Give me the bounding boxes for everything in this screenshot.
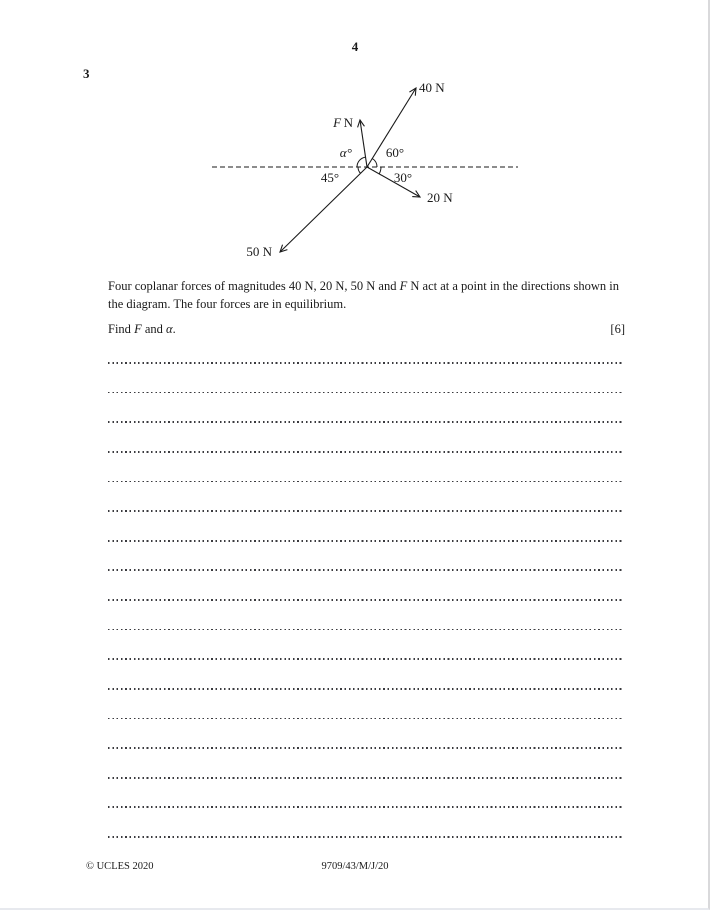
answer-line — [108, 777, 623, 779]
force-arrow-f — [360, 120, 367, 167]
page-number: 4 — [351, 39, 359, 54]
answer-line — [108, 392, 623, 394]
angle-arc-30 — [379, 167, 381, 174]
angle-arc-60 — [372, 159, 377, 168]
answer-line — [108, 451, 623, 453]
angle-arc-45 — [358, 167, 361, 173]
label-angle-alpha: α° — [339, 145, 353, 160]
answer-line — [108, 510, 623, 512]
answer-line — [108, 658, 623, 660]
question-number: 3 — [83, 66, 90, 81]
question-line2: the diagram. The four forces are in equilibrium. — [108, 297, 347, 311]
label-20n: 20 N — [427, 190, 453, 205]
answer-line — [108, 688, 623, 690]
label-angle-30: 30° — [393, 170, 413, 185]
answer-line — [108, 569, 623, 571]
question-line1: Four coplanar forces of magnitudes 40 N, 20 N, 50 N and F N act at a point in the directions shown in — [108, 279, 620, 293]
marks-badge: [6] — [610, 322, 625, 336]
force-diagram — [200, 70, 530, 270]
label-40n: 40 N — [419, 80, 445, 95]
answer-line — [108, 806, 623, 808]
answer-lines — [108, 360, 623, 840]
label-50n: 50 N — [246, 244, 272, 259]
paper-code: 9709/43/M/J/20 — [321, 861, 389, 872]
answer-line — [108, 421, 623, 423]
copyright-notice: © UCLES 2020 — [86, 861, 154, 872]
angle-arc-alpha — [357, 157, 366, 167]
find-row — [108, 322, 625, 337]
label-angle-45: 45° — [320, 170, 340, 185]
answer-line — [108, 718, 623, 720]
find-instruction: Find F and α. — [108, 322, 176, 336]
answer-line — [108, 629, 623, 631]
question-text — [108, 277, 648, 313]
answer-line — [108, 836, 623, 838]
answer-line — [108, 747, 623, 749]
answer-line — [108, 540, 623, 542]
answer-line — [108, 599, 623, 601]
label-f: F N — [333, 115, 353, 130]
answer-line — [108, 362, 623, 364]
label-angle-60: 60° — [385, 145, 405, 160]
answer-line — [108, 481, 623, 483]
